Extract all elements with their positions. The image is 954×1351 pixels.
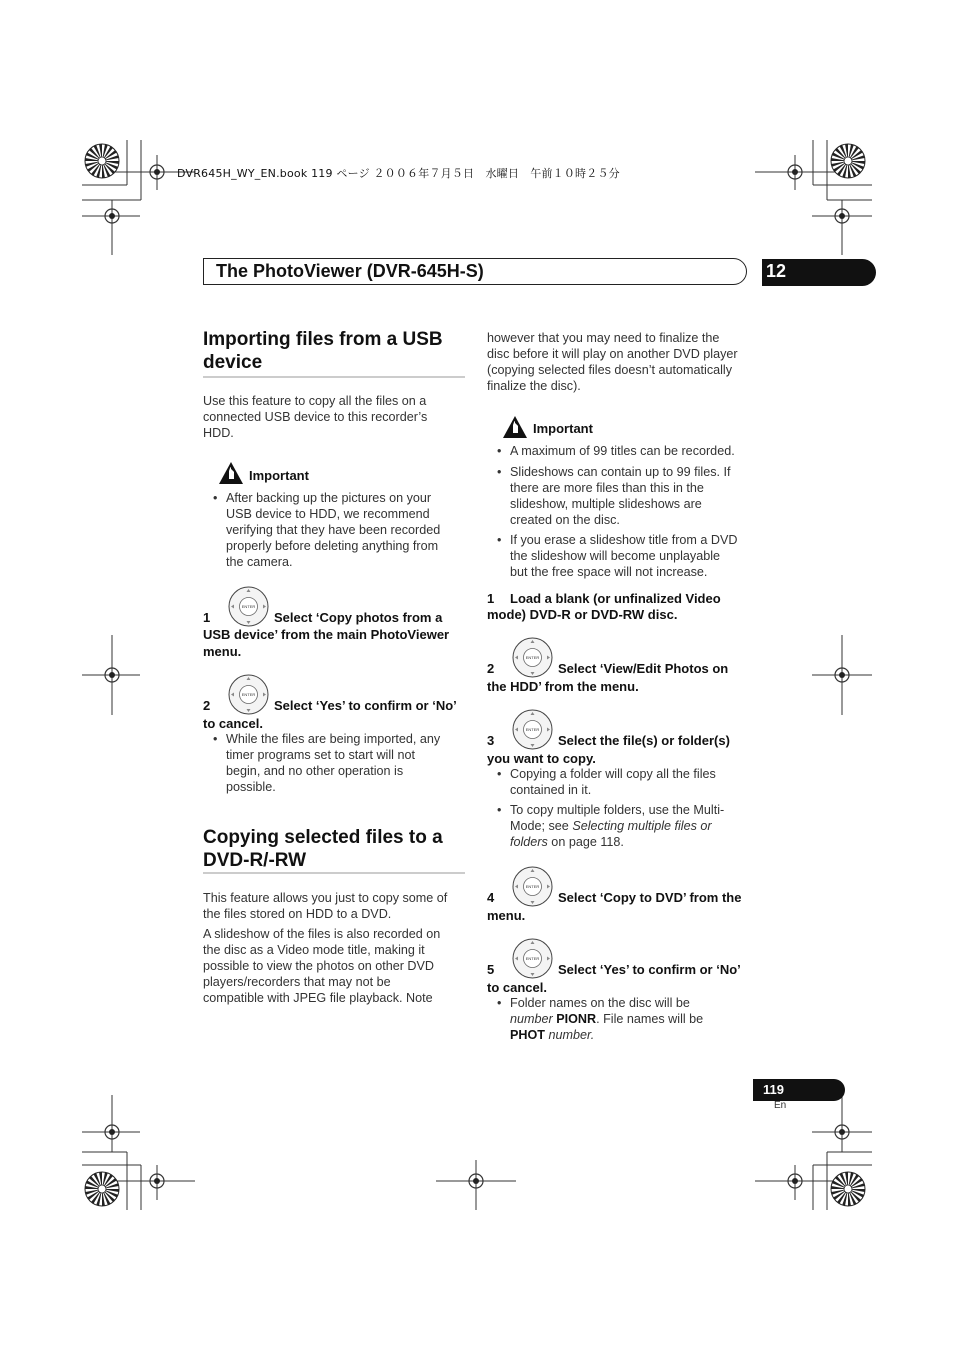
enter-button-icon [512,866,553,912]
enter-button-icon [512,709,553,755]
step-text: mode) DVD-R or DVD-RW disc. [487,607,678,622]
important-bullet: • A maximum of 99 titles can be recorded. [510,443,755,459]
section-importing [203,328,465,374]
step-text: USB device’ from the main PhotoViewer menu. [203,627,450,659]
svg-text:ENTER: ENTER [241,692,256,697]
step-text: Load a blank (or unfinalized Video [510,591,721,606]
step-number: 1 [487,591,495,606]
step-text: the HDD’ from the menu. [487,679,639,694]
heading-line: device [203,352,263,373]
step-text: Select the file(s) or folder(s) [558,733,730,748]
svg-text:ENTER: ENTER [525,727,540,732]
step-number: 5 [487,962,495,977]
continued-text: however that you may need to finalize the disc before it will play on another DVD player (copying selected files doesn’t automatically finalize the disc). [487,331,738,393]
step-number: 3 [487,733,495,748]
step-bullet: • While the files are being imported, any timer programs set to start will not begin, and no other operation is possible. [226,731,466,795]
enter-button-icon [512,938,553,984]
warning-hand-icon [502,415,528,439]
step-text: Select ‘Yes’ to confirm or ‘No’ [558,962,741,977]
svg-text:ENTER: ENTER [241,604,256,609]
svg-text:ENTER: ENTER [525,956,540,961]
step-bullet: • Copying a folder will copy all the files contained in it. [510,766,755,798]
section-rule [203,376,465,378]
section-rule [203,872,465,874]
important-label: Important [249,468,309,483]
step-text: Select ‘Yes’ to confirm or ‘No’ [274,698,457,713]
svg-text:ENTER: ENTER [525,884,540,889]
enter-button-icon [228,586,269,632]
step-number: 1 [203,610,211,625]
step-text: Select ‘View/Edit Photos on [558,661,729,676]
section-heading: Copying selected files to a DVD-R/-RW [203,827,443,871]
step-text: Select ‘Copy to DVD’ from the [558,890,742,905]
section2-para2: A slideshow of the files is also recorded on the disc as a Video mode title, making it possible to view the photos on other DVD players/recorders that may not be compatible with JPEG file playback. Note [203,927,441,1005]
important-bullet: • If you erase a slideshow title from a DVD the slideshow will become unplayable but the free space will not increase. [510,532,755,580]
step-bullet: • Folder names on the disc will be number PIONR. File names will be PHOT number. [510,995,755,1043]
section-heading [203,328,465,374]
step-bullet: • To copy multiple folders, use the Multi- Mode; see Selecting multiple files or folders on page 118. [510,802,755,850]
chapter-number: 12 [762,259,876,286]
step-text: menu. [487,908,526,923]
section2-para1: This feature allows you just to copy some of the files stored on HDD to a DVD. [203,891,448,921]
section1-intro: Use this feature to copy all the files on a connected USB device to this recorder’s HDD. [203,394,428,440]
step-text: you want to copy. [487,751,596,766]
heading-line: Importing files from a USB [203,329,443,350]
svg-text:ENTER: ENTER [525,655,540,660]
step-text: to cancel. [487,980,547,995]
important-bullet: • After backing up the pictures on your USB device to HDD, we recommend verifying that they have been recorded properly before deleting anything from the camera. [226,490,466,570]
warning-hand-icon [218,461,244,485]
page-number: 119 [753,1079,845,1101]
print-header: DVR645H_WY_EN.book 119 ページ ２００６年７月５日 水曜日 午前１０時２５分 [177,167,620,180]
step-number: 2 [203,698,211,713]
step-number: 4 [487,890,495,905]
enter-button-icon [512,637,553,683]
step-text: Select ‘Copy photos from a [274,610,443,625]
important-bullet: • Slideshows can contain up to 99 files. If there are more files than this in the slideshow, multiple slideshows are created on the disc. [510,464,755,528]
step-text: to cancel. [203,716,263,731]
step-number: 2 [487,661,495,676]
important-label: Important [533,421,593,436]
language-code: En [774,1100,787,1111]
enter-button-icon [228,674,269,720]
chapter-title: The PhotoViewer (DVR-645H-S) [216,261,484,281]
